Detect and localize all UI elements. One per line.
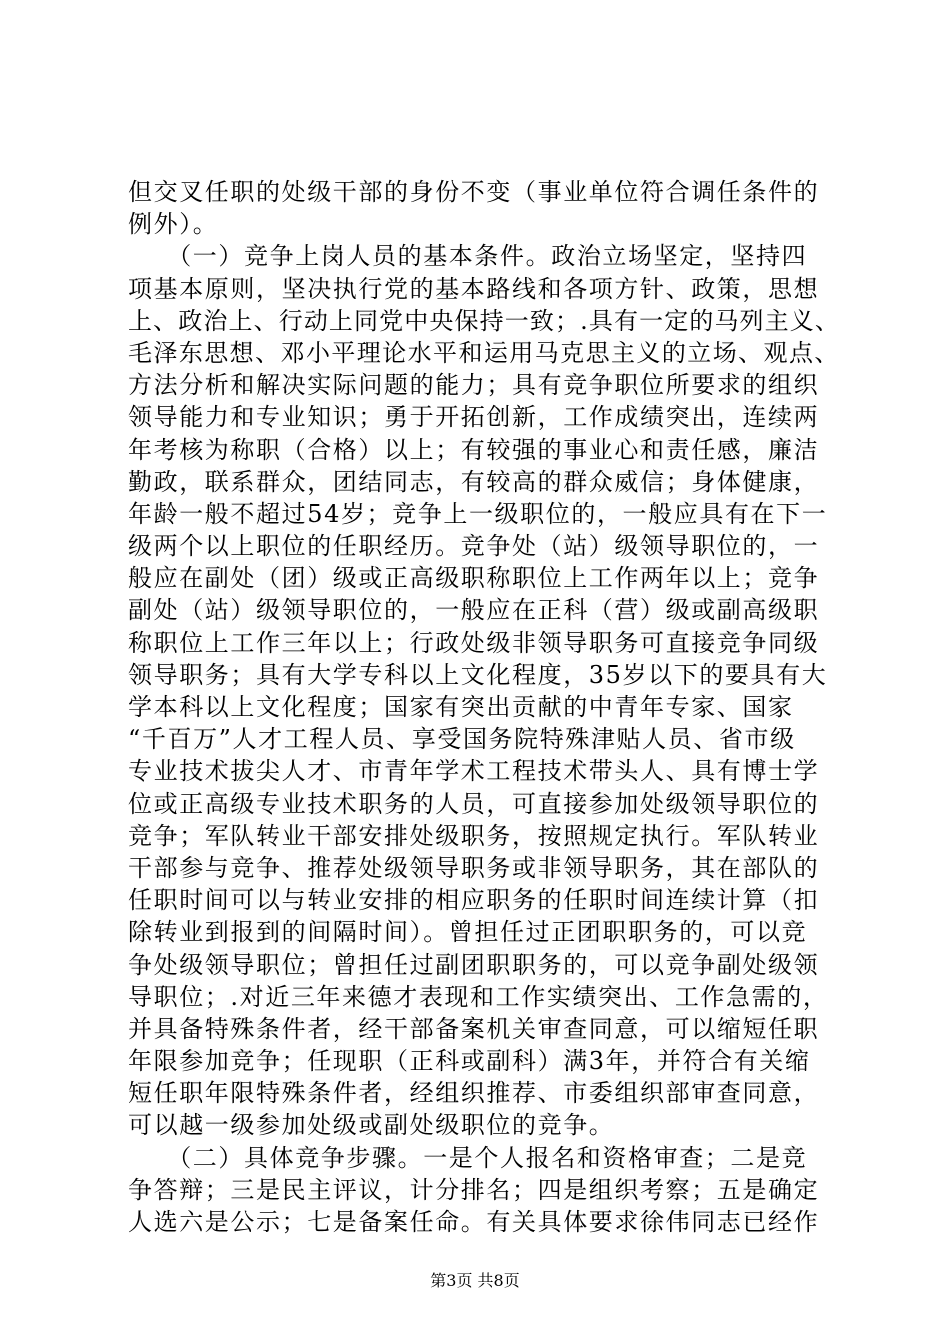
text-line: 方法分析和解决实际问题的能力；具有竞争职位所要求的组织 [128, 371, 820, 400]
text-line: （一）竞争上岗人员的基本条件。政治立场坚定，坚持四 [128, 242, 808, 271]
text-line: 项基本原则，坚决执行党的基本路线和各项方针、政策，思想 [128, 274, 820, 303]
page-footer: 第3页 共8页 [430, 1271, 520, 1290]
text-line: 导职位；.对近三年来德才表现和工作实绩突出、工作急需的， [128, 982, 829, 1011]
text-line: 竞争；军队转业干部安排处级职务，按照规定执行。军队转业 [128, 821, 820, 850]
text-line: 领导职务；具有大学专科以上文化程度，35岁以下的要具有大 [128, 660, 828, 689]
text-line: 任职时间可以与转业安排的相应职务的任职时间连续计算（扣 [128, 886, 820, 915]
text-line: 可以越一级参加处级或副处级职位的竞争。 [128, 1111, 615, 1140]
text-line: 年考核为称职（合格）以上；有较强的事业心和责任感，廉洁 [128, 435, 820, 464]
text-line: 年限参加竞争；任现职（正科或副科）满3年，并符合有关缩 [128, 1047, 811, 1076]
text-line: 干部参与竞争、推荐处级领导职务或非领导职务，其在部队的 [128, 853, 820, 882]
text-line: 位或正高级专业技术职务的人员，可直接参加处级领导职位的 [128, 789, 820, 818]
body-text [128, 176, 840, 1238]
text-line: 毛泽东思想、邓小平理论水平和运用马克思主义的立场、观点、 [128, 338, 840, 367]
text-line: 般应在副处（团）级或正高级职称职位上工作两年以上；竞争 [128, 564, 820, 593]
text-line: 例外）。 [128, 210, 219, 239]
text-line: 专业技术拔尖人才、市青年学术工程技术带头人、具有博士学 [128, 757, 820, 786]
text-line: 争答辩；三是民主评议，计分排名；四是组织考察；五是确定 [128, 1175, 820, 1204]
text-line: 并具备特殊条件者，经干部备案机关审查同意，可以缩短任职 [128, 1014, 820, 1043]
text-line: 争处级领导职位；曾担任过副团职职务的，可以竞争副处级领 [128, 950, 820, 979]
text-line: 年龄一般不超过54岁；竞争上一级职位的，一般应具有在下一 [128, 499, 828, 528]
text-line: 级两个以上职位的任职经历。竞争处（站）级领导职位的，一 [128, 532, 820, 561]
text-line: 学本科以上文化程度；国家有突出贡献的中青年专家、国家 [128, 693, 794, 721]
text-line: （二）具体竞争步骤。一是个人报名和资格审查；二是竞 [128, 1143, 808, 1172]
text-line: 除转业到报到的间隔时间）。曾担任过正团职职务的，可以竞 [128, 918, 808, 947]
text-line: 领导能力和专业知识；勇于开拓创新，工作成绩突出，连续两 [128, 403, 820, 432]
text-line: 称职位上工作三年以上；行政处级非领导职务可直接竞争同级 [128, 628, 820, 657]
text-line: 但交叉任职的处级干部的身份不变（事业单位符合调任条件的 [128, 178, 820, 206]
text-line: 勤政，联系群众，团结同志，有较高的群众威信；身体健康， [128, 467, 820, 496]
text-line: 副处（站）级领导职位的，一般应在正科（营）级或副高级职 [128, 596, 820, 625]
text-line: “千百万”人才工程人员、享受国务院特殊津贴人员、省市级 [128, 725, 796, 754]
text-line: 上、政治上、行动上同党中央保持一致；.具有一定的马列主义、 [128, 306, 841, 335]
text-line: 短任职年限特殊条件者，经组织推荐、市委组织部审查同意， [128, 1079, 820, 1108]
text-line: 人选六是公示；七是备案任命。有关具体要求徐伟同志已经作 [128, 1208, 820, 1236]
